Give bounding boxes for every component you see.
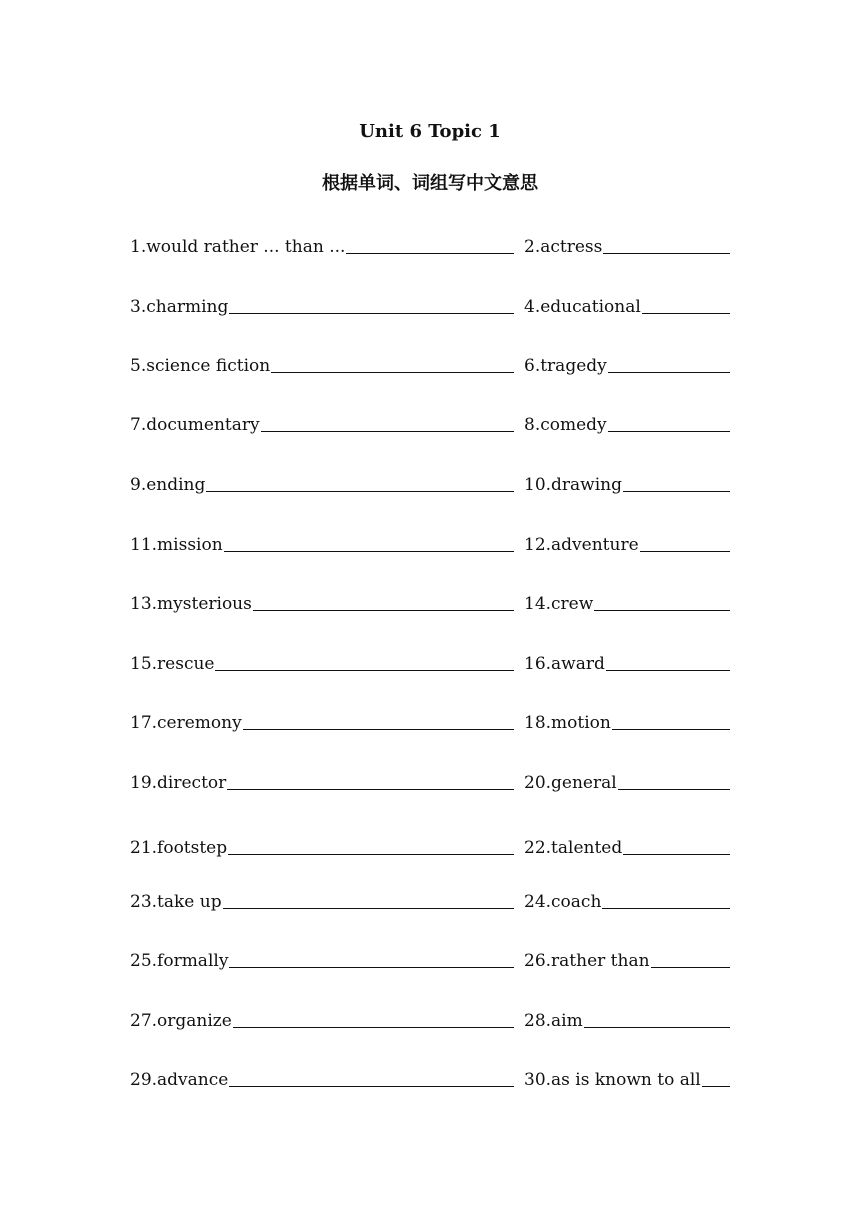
item-label: 2.actress <box>524 237 603 257</box>
item-label: 10.drawing <box>524 475 622 495</box>
item-label: 28.aim <box>524 1011 583 1031</box>
answer-blank[interactable] <box>612 728 730 730</box>
exercise-item-11 <box>130 530 514 556</box>
exercise-item-30 <box>524 1065 730 1091</box>
exercise-row-11 <box>130 833 730 859</box>
exercise-row-12 <box>130 887 730 913</box>
answer-blank[interactable] <box>642 312 730 314</box>
item-label: 12.adventure <box>524 535 639 555</box>
item-label: 18.motion <box>524 713 611 733</box>
item-label: 14.crew <box>524 594 594 614</box>
answer-blank[interactable] <box>618 788 730 790</box>
item-label: 23.take up <box>130 892 222 912</box>
item-label: 22.talented <box>524 838 623 858</box>
exercise-row-5 <box>130 470 730 496</box>
answer-blank[interactable] <box>243 728 514 730</box>
answer-blank[interactable] <box>584 1026 730 1028</box>
exercise-item-24 <box>524 887 730 913</box>
exercise-item-29 <box>130 1065 514 1091</box>
item-label: 5.science fiction <box>130 356 271 376</box>
exercise-row-1 <box>130 232 730 258</box>
item-label: 17.ceremony <box>130 713 242 733</box>
instruction-heading: 根据单词、词组写中文意思 <box>322 173 538 194</box>
answer-blank[interactable] <box>594 609 730 611</box>
item-label: 11.mission <box>130 535 223 555</box>
answer-blank[interactable] <box>651 966 730 968</box>
answer-blank[interactable] <box>702 1085 730 1087</box>
answer-blank[interactable] <box>271 371 514 373</box>
answer-blank[interactable] <box>229 1085 514 1087</box>
exercise-item-18 <box>524 708 730 734</box>
item-label: 16.award <box>524 654 605 674</box>
exercise-item-7 <box>130 410 514 436</box>
exercise-item-25 <box>130 946 514 972</box>
exercise-row-8 <box>130 649 730 675</box>
exercise-item-21 <box>130 833 514 859</box>
exercise-item-23 <box>130 887 514 913</box>
item-label: 24.coach <box>524 892 602 912</box>
exercise-item-6 <box>524 351 730 377</box>
item-label: 8.comedy <box>524 415 607 435</box>
answer-blank[interactable] <box>623 490 730 492</box>
answer-blank[interactable] <box>227 788 514 790</box>
exercise-row-10 <box>130 768 730 794</box>
item-label: 13.mysterious <box>130 594 252 614</box>
item-label: 27.organize <box>130 1011 232 1031</box>
exercise-item-26 <box>524 946 730 972</box>
exercise-item-8 <box>524 410 730 436</box>
answer-blank[interactable] <box>346 252 514 254</box>
item-label: 7.documentary <box>130 415 260 435</box>
answer-blank[interactable] <box>253 609 514 611</box>
answer-blank[interactable] <box>229 966 514 968</box>
answer-blank[interactable] <box>261 430 514 432</box>
answer-blank[interactable] <box>640 550 730 552</box>
item-label: 3.charming <box>130 297 229 317</box>
exercise-item-20 <box>524 768 730 794</box>
exercise-item-3 <box>130 292 514 318</box>
item-label: 9.ending <box>130 475 206 495</box>
exercise-item-1 <box>130 232 514 258</box>
exercise-item-4 <box>524 292 730 318</box>
answer-blank[interactable] <box>606 669 730 671</box>
item-label: 1.would rather ... than ... <box>130 237 346 257</box>
exercise-item-15 <box>130 649 514 675</box>
item-label: 30.as is known to all <box>524 1070 701 1090</box>
exercise-row-6 <box>130 530 730 556</box>
exercise-item-9 <box>130 470 514 496</box>
exercise-item-10 <box>524 470 730 496</box>
exercise-item-13 <box>130 589 514 615</box>
answer-blank[interactable] <box>206 490 514 492</box>
exercise-row-14 <box>130 1006 730 1032</box>
item-label: 26.rather than <box>524 951 650 971</box>
exercise-row-9 <box>130 708 730 734</box>
exercise-row-15 <box>130 1065 730 1091</box>
exercise-item-14 <box>524 589 730 615</box>
page-title: Unit 6 Topic 1 <box>359 121 501 142</box>
item-label: 15.rescue <box>130 654 215 674</box>
answer-blank[interactable] <box>623 853 730 855</box>
answer-blank[interactable] <box>228 853 514 855</box>
exercise-item-22 <box>524 833 730 859</box>
answer-blank[interactable] <box>215 669 514 671</box>
exercise-row-4 <box>130 410 730 436</box>
exercise-item-2 <box>524 232 730 258</box>
exercise-item-27 <box>130 1006 514 1032</box>
answer-blank[interactable] <box>223 907 514 909</box>
exercise-row-3 <box>130 351 730 377</box>
exercise-item-12 <box>524 530 730 556</box>
answer-blank[interactable] <box>224 550 514 552</box>
item-label: 4.educational <box>524 297 641 317</box>
exercise-item-17 <box>130 708 514 734</box>
item-label: 25.formally <box>130 951 229 971</box>
answer-blank[interactable] <box>233 1026 514 1028</box>
answer-blank[interactable] <box>608 371 730 373</box>
exercise-row-2 <box>130 292 730 318</box>
item-label: 20.general <box>524 773 617 793</box>
answer-blank[interactable] <box>602 907 730 909</box>
item-label: 21.footstep <box>130 838 228 858</box>
item-label: 19.director <box>130 773 227 793</box>
exercise-item-28 <box>524 1006 730 1032</box>
exercise-row-7 <box>130 589 730 615</box>
exercise-item-5 <box>130 351 514 377</box>
exercise-row-13 <box>130 946 730 972</box>
exercise-item-16 <box>524 649 730 675</box>
answer-blank[interactable] <box>608 430 730 432</box>
answer-blank[interactable] <box>229 312 514 314</box>
item-label: 6.tragedy <box>524 356 607 376</box>
answer-blank[interactable] <box>603 252 730 254</box>
item-label: 29.advance <box>130 1070 229 1090</box>
exercise-item-19 <box>130 768 514 794</box>
